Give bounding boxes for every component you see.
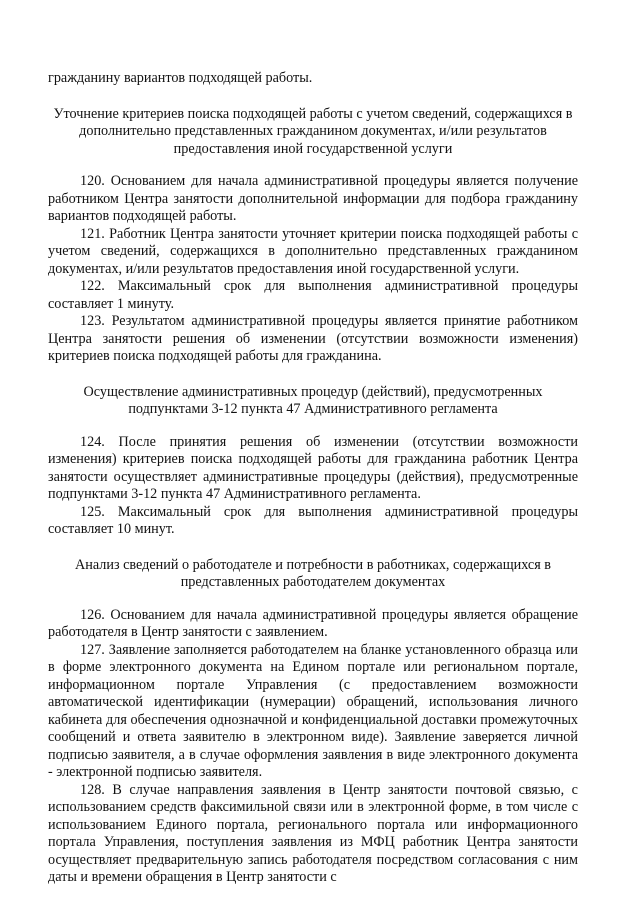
section-heading-procedures: Осуществление административных процедур (действий), предусмотренных подпунктами 3-12 пункта 47 Административного регламента bbox=[83, 383, 543, 417]
section-heading-employer-analysis: Анализ сведений о работодателе и потребности в работниках, содержащихся в представленных работодателем документах bbox=[75, 556, 551, 590]
paragraph-126: 126. Основанием для начала административной процедуры является обращение работодателя в Центр занятости с заявлением. bbox=[48, 606, 578, 640]
paragraph-121: 121. Работник Центра занятости уточняет критерии поиска подходящей работы с учетом сведений, содержащихся в дополнительно представленных гражданином документах, и/или результатов предоставления иной государственной услуги. bbox=[48, 225, 578, 277]
paragraph-127: 127. Заявление заполняется работодателем на бланке установленного образца или в форме электронного документа на Едином портале или региональном портале, информационном портале Управления (с предоставлением возможности автоматической идентификации (нумерации) обращений, использования личного кабинета для обеспечения однозначной и конфиденциальной доставки промежуточных сообщений и ответа заявителю в электронном виде). Заявление заверяется личной подписью заявителя, а в случае оформления заявления в виде электронного документа - электронной подписью заявителя. bbox=[48, 641, 578, 780]
paragraph-124: 124. После принятия решения об изменении (отсутствии возможности изменения) критериев поиска подходящей работы для гражданина работник Центра занятости осуществляет административные процедуры (действия), предусмотренные подпунктами 3-12 пункта 47 Административного регламента. bbox=[48, 433, 578, 502]
paragraph-125: 125. Максимальный срок для выполнения административной процедуры составляет 10 минут. bbox=[48, 503, 578, 537]
section-heading-criteria: Уточнение критериев поиска подходящей работы с учетом сведений, содержащихся в дополнительно представленных гражданином документах, и/или результатов предоставления иной государственной услуги bbox=[53, 105, 573, 157]
paragraph-123: 123. Результатом административной процедуры является принятие работником Центра занятости решения об изменении (отсутствии возможности изменения) критериев поиска подходящей работы для гражданина. bbox=[48, 313, 578, 364]
lead-fragment: гражданину вариантов подходящей работы. bbox=[48, 70, 313, 86]
paragraph-120: 120. Основанием для начала административной процедуры является получение работником Центра занятости дополнительной информации для подбора гражданину вариантов подходящей работы. bbox=[48, 173, 578, 224]
document-page bbox=[48, 70, 578, 887]
paragraph-122: 122. Максимальный срок для выполнения административной процедуры составляет 1 минуту. bbox=[48, 278, 578, 312]
paragraph-128: 128. В случае направления заявления в Центр занятости почтовой связью, с использованием средств факсимильной связи или в электронной форме, в том числе с использованием Единого портала, регионального портала или информационного портала Управления, поступления заявления из МФЦ работник Центра занятости осуществляет предварительную запись работодателя посредством согласования с ним даты и времени обращения в Центр занятости с bbox=[48, 781, 578, 885]
